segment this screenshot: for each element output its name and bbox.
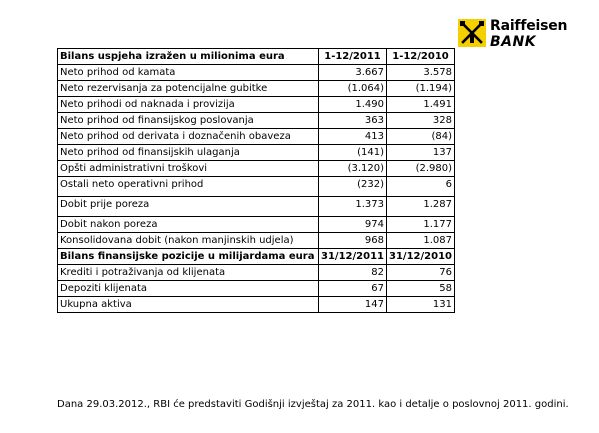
row-label: Neto prihod od derivata i doznačenih obaveza <box>58 129 319 145</box>
row-label: Konsolidovana dobit (nakon manjinskih udjela) <box>58 233 319 249</box>
income-header-2011: 1-12/2011 <box>319 49 387 65</box>
table-row <box>58 161 455 177</box>
income-header-row <box>58 49 455 65</box>
table-row <box>58 65 455 81</box>
row-value-2011: (232) <box>319 177 387 197</box>
row-value-2010: (2.980) <box>387 161 455 177</box>
row-label: Krediti i potraživanja od klijenata <box>58 265 319 281</box>
row-value-2010: 137 <box>387 145 455 161</box>
row-value-2011: 413 <box>319 129 387 145</box>
raiffeisen-logo <box>458 18 578 52</box>
row-value-2010: 131 <box>387 297 455 313</box>
row-value-2010: (84) <box>387 129 455 145</box>
table-row <box>58 129 455 145</box>
table-row <box>58 97 455 113</box>
table-row <box>58 281 455 297</box>
row-label: Neto prihodi od naknada i provizija <box>58 97 319 113</box>
row-value-2011: (141) <box>319 145 387 161</box>
row-label: Depoziti klijenata <box>58 281 319 297</box>
row-value-2010: 1.287 <box>387 197 455 217</box>
logo-name: Raiffeisen <box>490 18 568 34</box>
table-row <box>58 265 455 281</box>
row-value-2010: 3.578 <box>387 65 455 81</box>
row-value-2011: 968 <box>319 233 387 249</box>
row-value-2010: 1.491 <box>387 97 455 113</box>
row-value-2011: 1.373 <box>319 197 387 217</box>
row-value-2010: 1.087 <box>387 233 455 249</box>
row-label: Neto prihod od finansijskog poslovanja <box>58 113 319 129</box>
row-value-2010: 6 <box>387 177 455 197</box>
row-label: Dobit prije poreza <box>58 197 319 217</box>
table-row <box>58 297 455 313</box>
income-header-label: Bilans uspjeha izražen u milionima eura <box>58 49 319 65</box>
row-label: Ostali neto operativni prihod <box>58 177 319 197</box>
table-row <box>58 197 455 217</box>
row-label: Neto rezervisanja za potencijalne gubitke <box>58 81 319 97</box>
table-row <box>58 113 455 129</box>
row-value-2011: (3.120) <box>319 161 387 177</box>
balance-header-2011: 31/12/2011 <box>319 249 387 265</box>
financial-table <box>57 48 455 313</box>
footnote: Dana 29.03.2012., RBI će predstaviti Godišnji izvještaj za 2011. kao i detalje o poslovnoj 2011. godini. <box>57 399 569 410</box>
row-value-2011: 974 <box>319 217 387 233</box>
raiffeisen-gable-crosses-icon <box>458 19 486 47</box>
row-label: Opšti administrativni troškovi <box>58 161 319 177</box>
balance-header-label: Bilans finansijske pozicije u milijardama eura <box>58 249 319 265</box>
row-label: Neto prihod od kamata <box>58 65 319 81</box>
row-value-2011: 147 <box>319 297 387 313</box>
row-value-2010: (1.194) <box>387 81 455 97</box>
row-value-2011: 82 <box>319 265 387 281</box>
table-row <box>58 217 455 233</box>
row-label: Dobit nakon poreza <box>58 217 319 233</box>
row-value-2011: 363 <box>319 113 387 129</box>
table-row <box>58 177 455 197</box>
row-value-2011: 1.490 <box>319 97 387 113</box>
row-value-2010: 58 <box>387 281 455 297</box>
table-row <box>58 145 455 161</box>
balance-header-2010: 31/12/2010 <box>387 249 455 265</box>
row-value-2011: (1.064) <box>319 81 387 97</box>
table-row <box>58 233 455 249</box>
logo-bank: BANK <box>490 34 537 50</box>
row-value-2010: 328 <box>387 113 455 129</box>
row-label: Ukupna aktiva <box>58 297 319 313</box>
table-row <box>58 81 455 97</box>
row-value-2010: 1.177 <box>387 217 455 233</box>
row-label: Neto prihod od finansijskih ulaganja <box>58 145 319 161</box>
row-value-2010: 76 <box>387 265 455 281</box>
row-value-2011: 3.667 <box>319 65 387 81</box>
income-header-2010: 1-12/2010 <box>387 49 455 65</box>
row-value-2011: 67 <box>319 281 387 297</box>
balance-header-row <box>58 249 455 265</box>
